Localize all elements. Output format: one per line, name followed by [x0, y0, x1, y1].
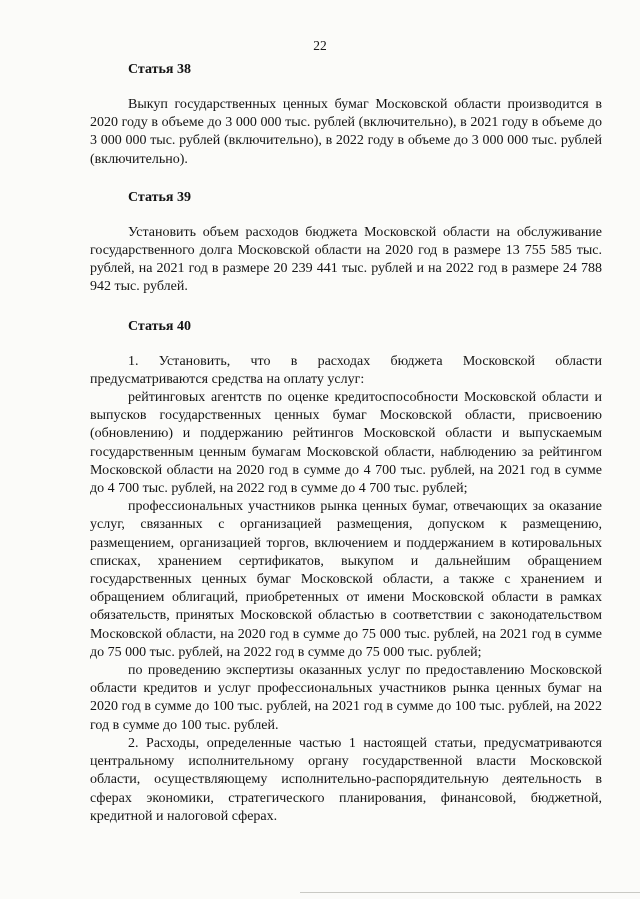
article-paragraph: Выкуп государственных ценных бумаг Московской области производится в 2020 году в объеме до 3 000 000 тыс. рублей (включительно), в 2021 году в объеме до 3 000 000 тыс. рублей (включительно), в 2022 году в объеме до 3 000 000 тыс. рублей (включительно). [90, 97, 602, 167]
document-body [90, 60, 602, 826]
article-paragraph: 2. Расходы, определенные частью 1 настоящей статьи, предусматриваются центральному исполнительному органу государственной власти Московской области, осуществляющему исполнительно-распорядительную деятельность в сферах экономики, стратегического планирования, финансовой, бюджетной, кредитной и налоговой сферах. [90, 735, 602, 824]
article-spacer [90, 169, 602, 188]
article-paragraph: рейтинговых агентств по оценке кредитоспособности Московской области и выпусков государственных ценных бумаг Московской области, присвоению (обновлению) и поддержанию рейтингов Московской области и выпускаемым государственным ценным бумагам Московской области, наблюдению за рейтингом Московской области на 2020 год в сумме до 4 700 тыс. рублей, на 2021 год в сумме до 4 700 тыс. рублей, на 2022 год в сумме до 4 700 тыс. рублей; [90, 390, 602, 497]
article-39 [90, 188, 602, 297]
article-paragraph: по проведению экспертизы оказанных услуг по предоставлению Московской области кредитов и услуг профессиональных участников рынка ценных бумаг на 2020 год в сумме до 100 тыс. рублей, на 2021 год в сумме до 100 тыс. рублей, на 2022 год в сумме до 100 тыс. рублей. [90, 663, 602, 733]
scan-edge-line [300, 892, 640, 893]
article-title: Статья 40 [128, 318, 191, 334]
page-number: 22 [313, 38, 327, 53]
article-paragraph: 1. Установить, что в расходах бюджета Московской области предусматриваются средства на оплату услуг: [90, 353, 602, 387]
article-title: Статья 39 [128, 189, 191, 205]
article-title: Статья 38 [128, 62, 191, 77]
article-paragraph: профессиональных участников рынка ценных бумаг, отвечающих за оказание услуг, связанных с организацией размещения, допуском к размещению, размещением, организацией торгов, включением и поддержанием в котировальных списках, хранением сертификатов, выкупом и дальнейшим обращением государственных ценных бумаг Московской области, а также с хранением и обращением облигаций, приобретенных от имени Московской области в рамках обязательств, принятых Московской областью в соответствии с законодательством Московской области, на 2020 год в сумме до 75 000 тыс. рублей, на 2021 год в сумме до 75 000 тыс. рублей, на 2022 год в сумме до 75 000 тыс. рублей; [90, 499, 602, 660]
article-40 [90, 317, 602, 826]
article-spacer [90, 297, 602, 317]
article-paragraph: Установить объем расходов бюджета Московской области на обслуживание государственного долга Московской области на 2020 год в размере 13 755 585 тыс. рублей, на 2021 год в размере 20 239 441 тыс. рублей и на 2022 год в размере 24 788 942 тыс. рублей. [90, 224, 602, 295]
article-38 [90, 60, 602, 169]
